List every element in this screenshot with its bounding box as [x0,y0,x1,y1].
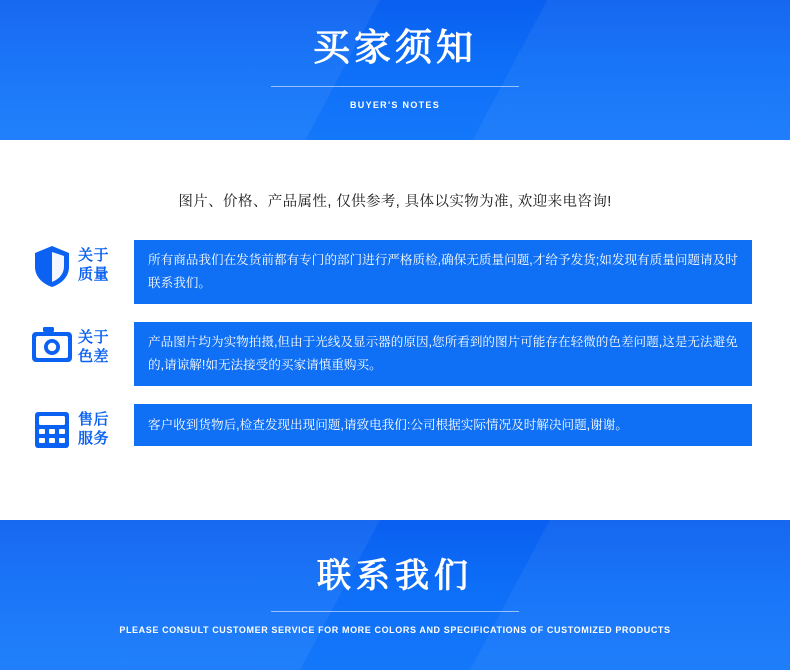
note-label-color [74,322,128,366]
note-text-quality: 所有商品我们在发货前都有专门的部门进行严格质检,确保无质量问题,才给予发货;如发现有质量问题请及时联系我们。 [134,240,752,304]
note-item-color [30,322,790,386]
note-text-color: 产品图片均为实物拍摄,但由于光线及显示器的原因,您所看到的图片可能存在轻微的色差问题,这是无法避免的,请谅解!如无法接受的买家请慎重购买。 [134,322,752,386]
header-divider [271,86,519,87]
notes-section [0,140,790,520]
note-label-line2: 色差 [78,348,110,365]
note-item-service [30,404,790,452]
note-label-line1: 关于 [78,247,110,264]
intro-text: 图片、价格、产品属性, 仅供参考, 具体以实物为准, 欢迎来电咨询! [178,194,612,210]
telephone-icon [30,404,74,452]
notes-list [0,240,790,452]
camera-icon [30,322,74,366]
note-label-line1: 售后 [78,411,110,428]
header-banner [0,0,790,140]
note-label-service [74,404,128,448]
footer-content [0,520,790,635]
shield-icon [30,240,74,288]
page-subtitle: BUYER'S NOTES [349,100,441,110]
page-title: 买家须知 [313,27,477,68]
footer-title: 联系我们 [317,557,473,595]
note-label-line2: 服务 [78,430,110,447]
footer-subtitle: PLEASE CONSULT CUSTOMER SERVICE FOR MORE COLORS AND SPECIFICATIONS OF CUSTOMIZED PRODUCTS [119,625,671,635]
footer-divider [271,611,519,612]
note-label-line2: 质量 [78,266,110,283]
note-text-service: 客户收到货物后,检查发现出现问题,请致电我们:公司根据实际情况及时解决问题,谢谢。 [134,404,752,446]
note-label-quality [74,240,128,284]
header-content [0,0,790,110]
note-label-line1: 关于 [78,329,110,346]
footer-banner [0,520,790,670]
note-item-quality [30,240,790,304]
